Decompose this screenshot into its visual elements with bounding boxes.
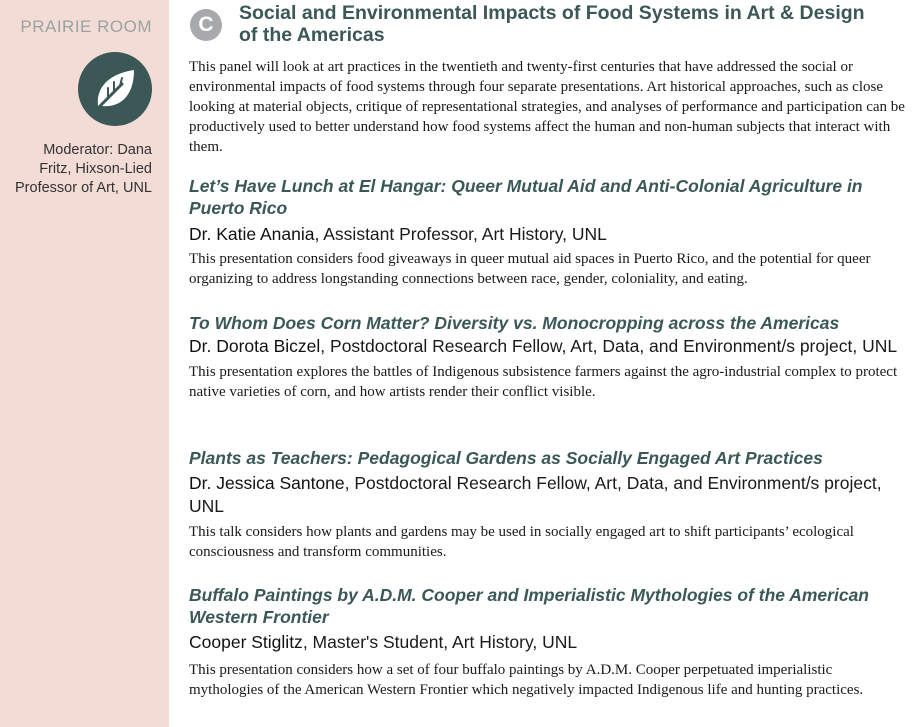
panel-description: This panel will look at art practices in the twentieth and twenty-first centuries that have addressed the social or environmental impacts of food systems through four separate presentations. Art historical approaches, such as close looking at material objects, critique of representational strategies, and analyses of performance and participation can be productively used to better understand how food systems affect the human and non-human subjects that interact with them. (189, 59, 905, 155)
speaker-affiliation: , Master's Student, Art History, UNL (302, 632, 578, 652)
speaker-line (189, 472, 907, 518)
sidebar (0, 0, 169, 727)
session-badge: C (190, 9, 222, 41)
room-label: PRAIRIE ROOM (20, 17, 152, 36)
presentation-title: Let’s Have Lunch at El Hangar: Queer Mutual Aid and Anti-Colonial Agriculture in Puerto Rico (189, 176, 863, 218)
presentation-abstract: This presentation considers food giveaways in queer mutual aid spaces in Puerto Rico, and the potential for queer organizing to address longstanding connections between race, gender, coloniality, and eating. (189, 251, 871, 287)
speaker-name: Dr. Dorota Biczel (189, 336, 321, 356)
speaker-line (189, 223, 907, 246)
speaker-affiliation: , Postdoctoral Research Fellow, Art, Data, and Environment/s project, UNL (320, 336, 898, 356)
speaker-affiliation: , Assistant Professor, Art History, UNL (314, 224, 607, 244)
speaker-name: Cooper Stiglitz (189, 632, 303, 652)
speaker-affiliation: , Postdoctoral Research Fellow, Art, Data, and Environment/s project, UNL (189, 473, 882, 516)
speaker-name: Dr. Jessica Santone (189, 473, 345, 493)
speaker-name: Dr. Katie Anania (189, 224, 315, 244)
speaker-line (189, 335, 907, 358)
presentation-4 (189, 584, 907, 700)
presentation-abstract: This talk considers how plants and gardens may be used in socially engaged art to shift participants’ ecological consciousness and transform communities. (189, 524, 854, 560)
speaker-line (189, 631, 907, 654)
presentation-3 (189, 447, 907, 562)
presentation-title: Buffalo Paintings by A.D.M. Cooper and Imperialistic Mythologies of the American Western Frontier (189, 585, 869, 627)
presentation-title: Plants as Teachers: Pedagogical Gardens as Socially Engaged Art Practices (189, 448, 823, 468)
presentation-title: To Whom Does Corn Matter? Diversity vs. Monocropping across the Americas (189, 313, 840, 333)
presentation-2 (189, 312, 907, 402)
presentation-1 (189, 175, 907, 289)
presentation-abstract: This presentation considers how a set of four buffalo paintings by A.D.M. Cooper perpetuated imperialistic mythologies of the American Western Frontier which negatively impacted Indigenous life and hunting practices. (189, 662, 864, 698)
leaf-icon (78, 52, 152, 126)
panel-title: Social and Environmental Impacts of Food Systems in Art & Design of the Americas (239, 2, 865, 46)
presentation-abstract: This presentation explores the battles of Indigenous subsistence farmers against the agro-industrial complex to protect native varieties of corn, and how artists render their conflict visible. (189, 364, 898, 400)
moderator: Moderator: Dana Fritz, Hixson-Lied Professor of Art, UNL (15, 142, 152, 196)
